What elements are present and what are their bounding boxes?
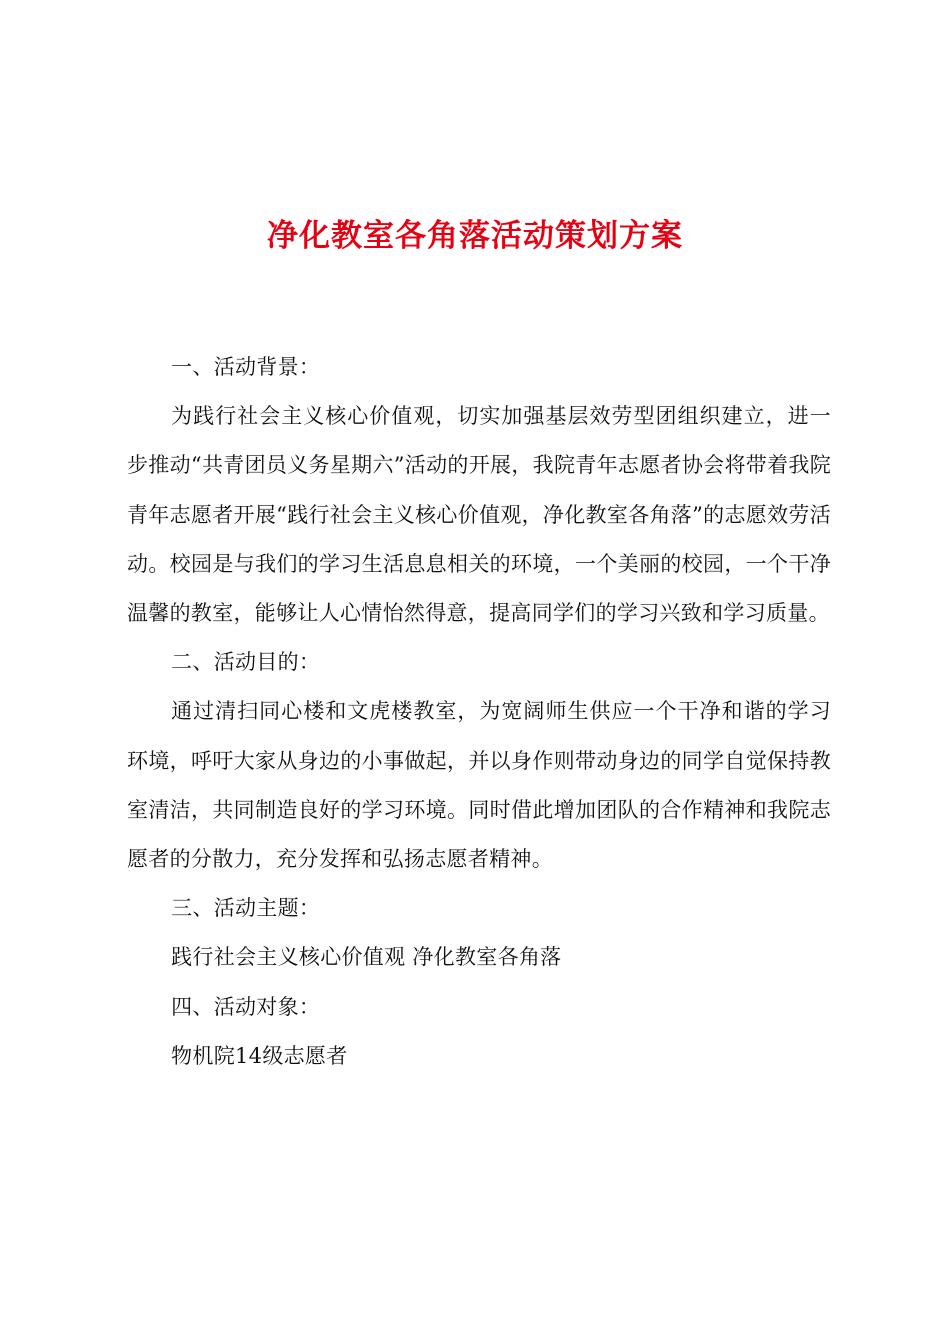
document-title: 净化教室各角落活动策划方案: [267, 218, 683, 254]
section-paragraph-purpose: 通过清扫同心楼和文虎楼教室，为宽阔师生供应一个干净和谐的学习环境，呼吁大家从身边的小事做起，并以身作则带动身边的同学自觉保持教室清洁，共同制造良好的学习环境。同时借此增加团队的合作精神和我院志愿者的分散力，充分发挥和弘扬志愿者精神。: [127, 699, 831, 872]
section-heading-background: 一、活动背景：: [171, 355, 321, 379]
section-heading-purpose: 二、活动目的：: [171, 650, 321, 675]
section-paragraph-audience: 物机院14级志愿者: [171, 1043, 348, 1068]
section-paragraph-theme: 践行社会主义核心价值观 净化教室各角落: [171, 945, 562, 970]
section-heading-theme: 三、活动主题：: [171, 896, 321, 921]
section-paragraph-background: 为践行社会主义核心价值观，切实加强基层效劳型团组织建立，进一步推动“共青团员义务星期六”活动的开展，我院青年志愿者协会将带着我院青年志愿者开展“践行社会主义核心价值观，净化教室各角落”的志愿效劳活动。校园是与我们的学习生活息息相关的环境，一个美丽的校园，一个干净温馨的教室，能够让人心情怡然得意，提高同学们的学习兴致和学习质量。: [127, 404, 831, 626]
section-heading-audience: 四、活动对象：: [171, 994, 321, 1019]
document-body: [127, 343, 831, 1081]
